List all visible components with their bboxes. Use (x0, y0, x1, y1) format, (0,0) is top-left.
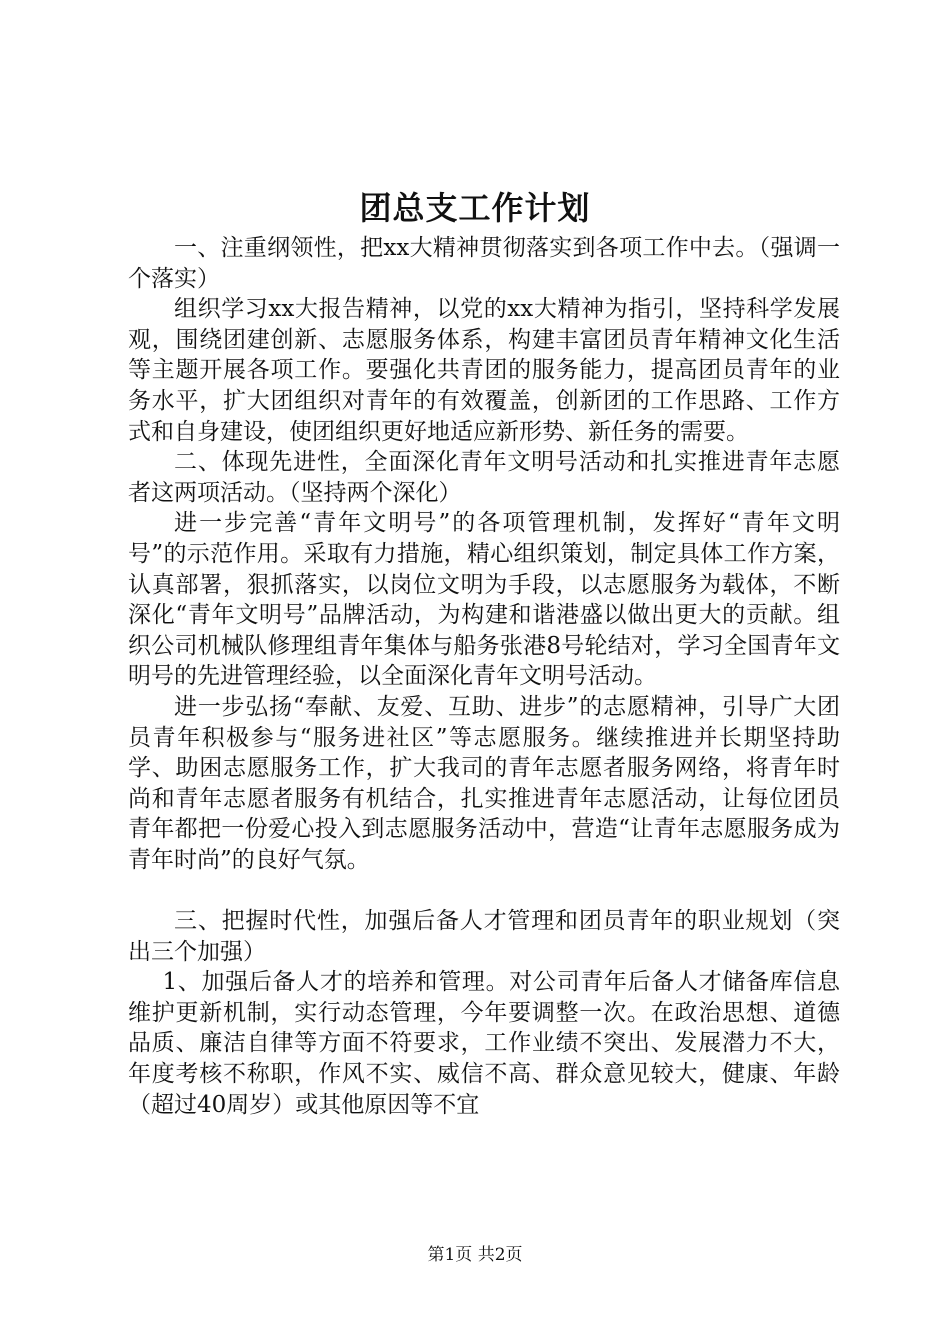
section-heading-2: 二、体现先进性，全面深化青年文明号活动和扎实推进青年志愿者这两项活动。（坚持两个深化） (128, 449, 840, 506)
document-title: 团总支工作计划 (359, 189, 591, 227)
body-paragraph: 进一步弘扬“奉献、友爱、互助、进步”的志愿精神，引导广大团员青年积极参与“服务进社区”等志愿服务。继续推进并长期坚持助学、助困志愿服务工作，扩大我司的青年志愿者服务网络，将青年时尚和青年志愿者服务有机结合，扎实推进青年志愿活动，让每位团员青年都把一份爱心投入到志愿服务活动中，营造“让青年志愿服务成为青年时尚”的良好气氛。 (128, 693, 840, 873)
body-paragraph: 进一步完善“青年文明号”的各项管理机制，发挥好“青年文明号”的示范作用。采取有力措施，精心组织策划，制定具体工作方案，认真部署，狠抓落实，以岗位文明为手段，以志愿服务为载体，不断深化“青年文明号”品牌活动，为构建和谐港盛以做出更大的贡献。组织公司机械队修理组青年集体与船务张港8号轮结对，学习全国青年文明号的先进管理经验，以全面深化青年文明号活动。 (128, 510, 840, 690)
page-footer: 第1页 共2页 (427, 1245, 523, 1265)
section-heading-1: 一、注重纲领性，把xx大精神贯彻落实到各项工作中去。（强调一个落实） (128, 235, 840, 292)
blank-line (128, 875, 840, 906)
section-heading-3: 三、把握时代性，加强后备人才管理和团员青年的职业规划（突出三个加强） (128, 908, 840, 965)
document-body (128, 233, 840, 1120)
body-paragraph: 1、加强后备人才的培养和管理。对公司青年后备人才储备库信息维护更新机制，实行动态管理，今年要调整一次。在政治思想、道德品质、廉洁自律等方面不符要求，工作业绩不突出、发展潜力不大，年度考核不称职，作风不实、威信不高、群众意见较大，健康、年龄（超过40周岁）或其他原因等不宜 (128, 969, 840, 1118)
body-paragraph: 组织学习xx大报告精神，以党的xx大精神为指引，坚持科学发展观，围绕团建创新、志愿服务体系，构建丰富团员青年精神文化生活等主题开展各项工作。要强化共青团的服务能力，提高团员青年的业务水平，扩大团组织对青年的有效覆盖，创新团的工作思路、工作方式和自身建设，使团组织更好地适应新形势、新任务的需要。 (128, 296, 840, 445)
